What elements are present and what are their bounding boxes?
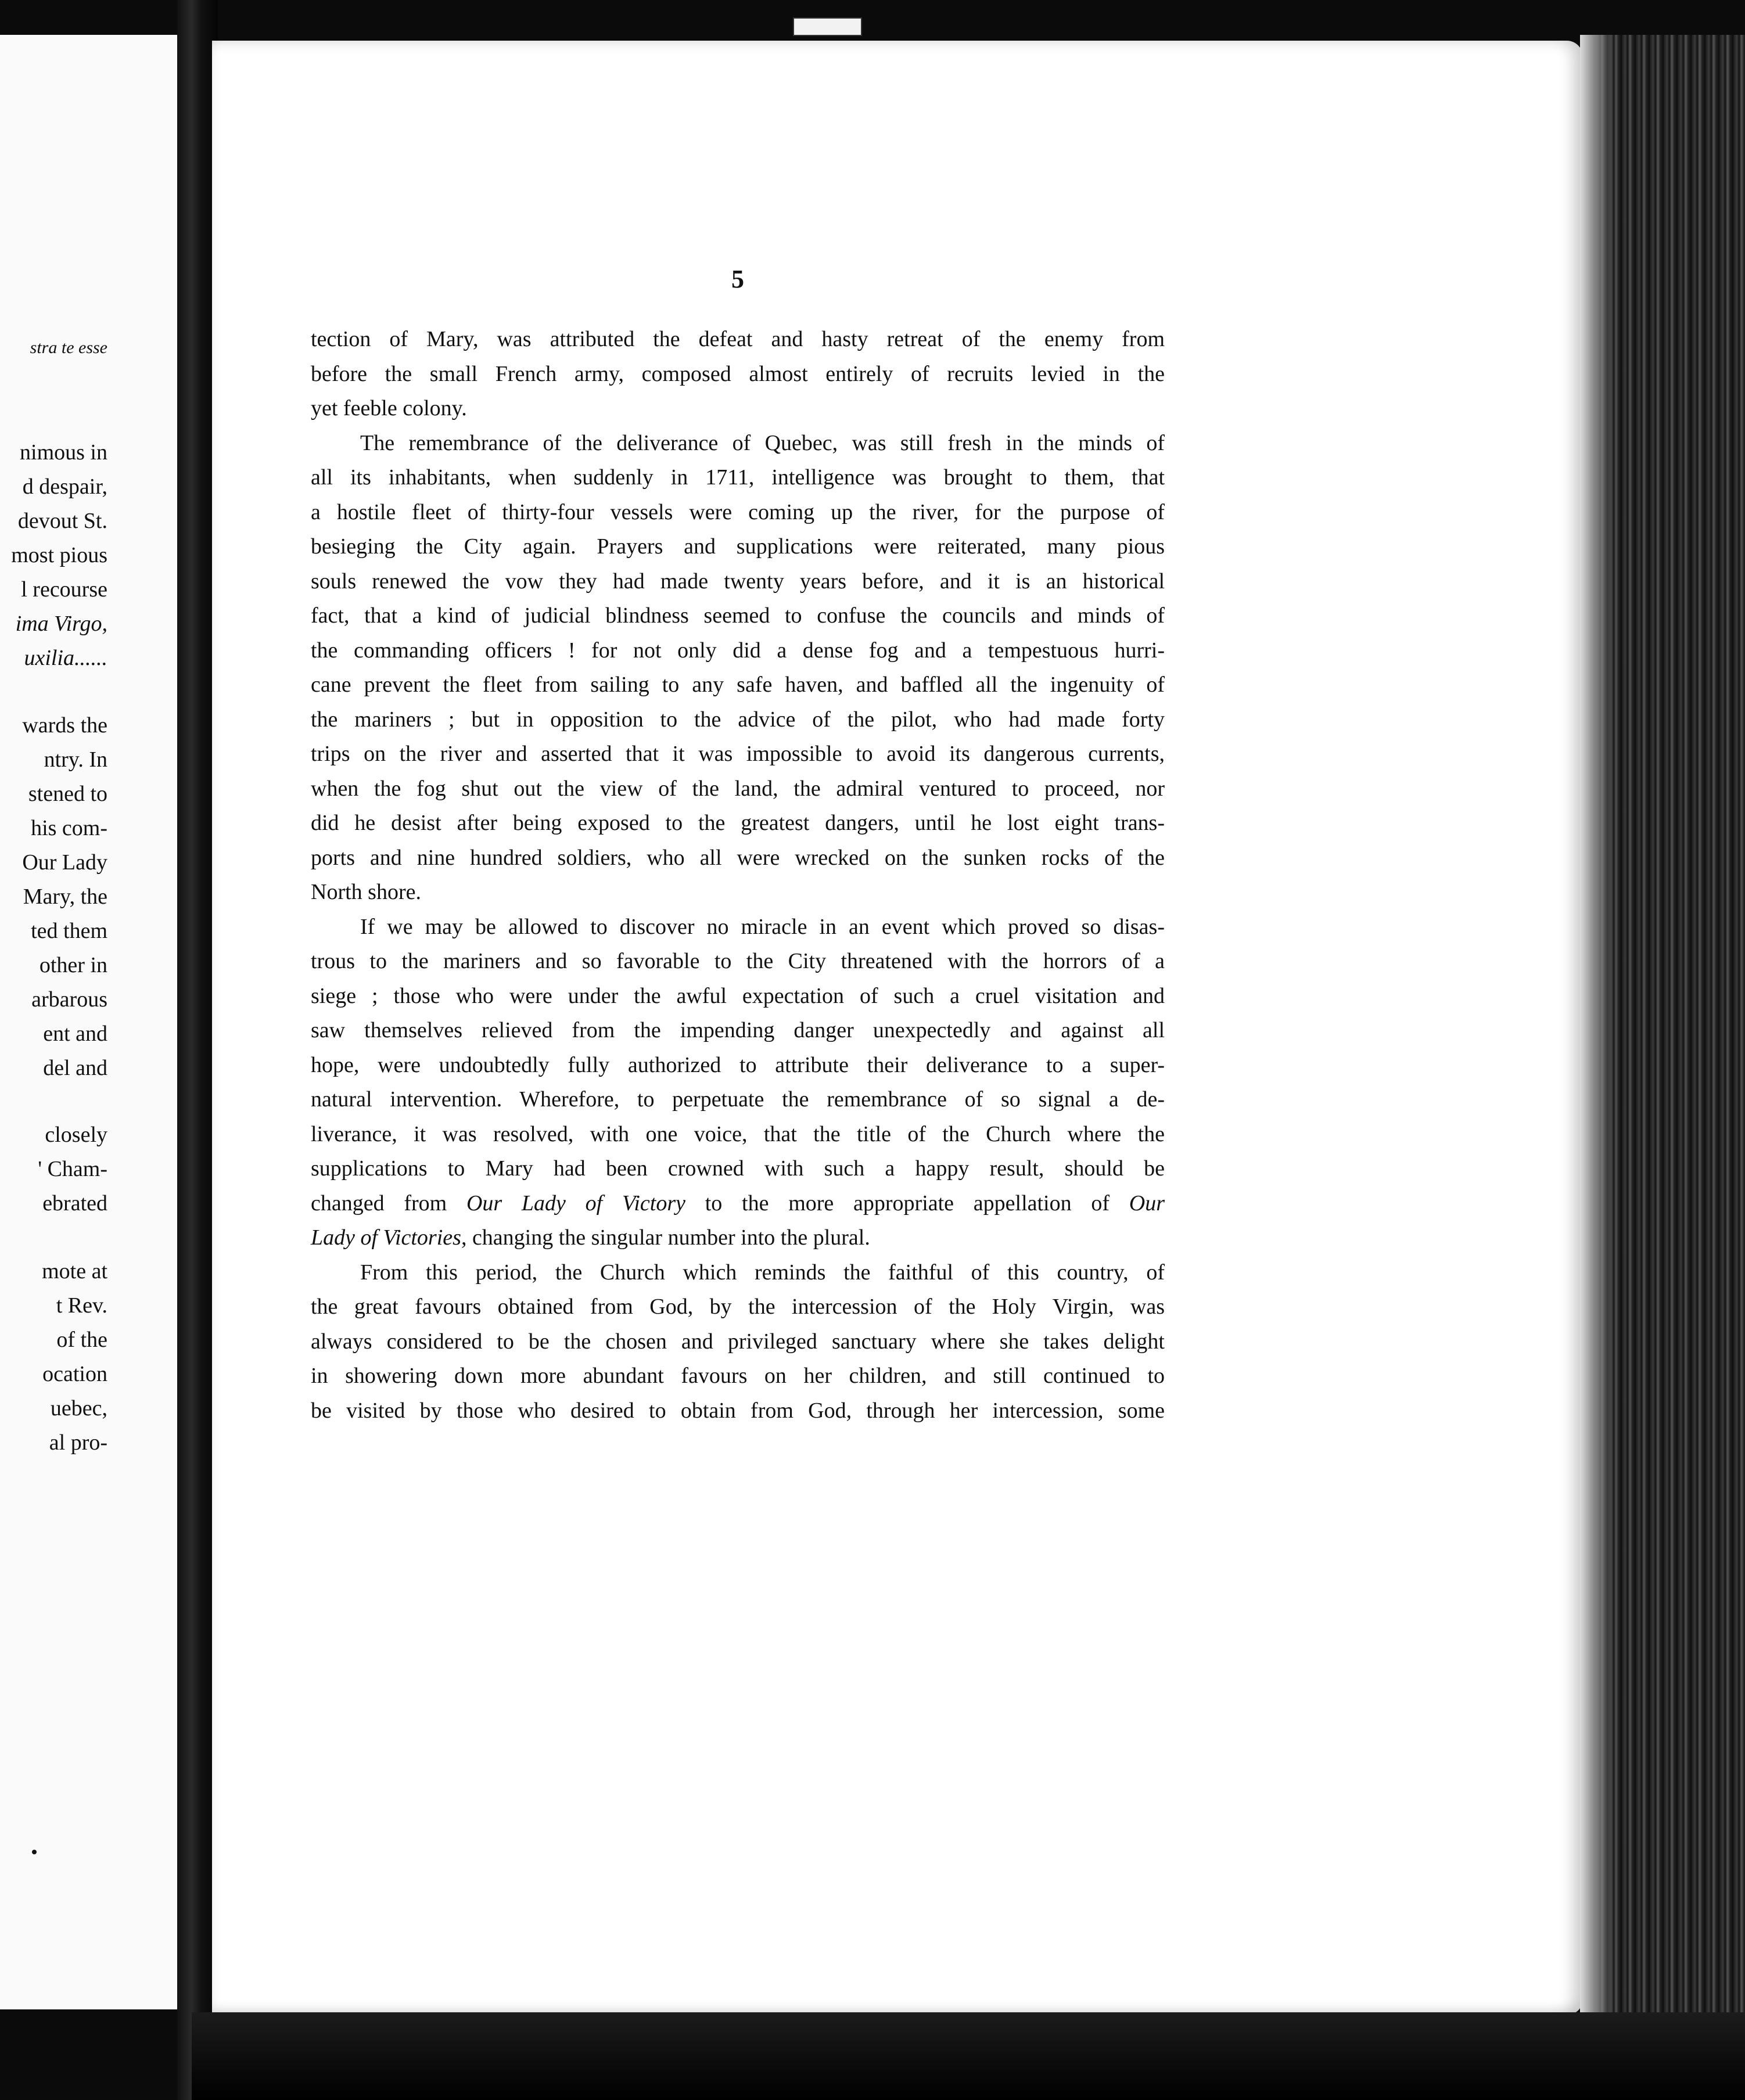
text-line: trous to the mariners and so favorable to the City threatened with the horrors of a	[311, 949, 1165, 973]
left-page-fragment: uxilia......	[24, 646, 107, 670]
text-run: changed from	[311, 1191, 466, 1216]
left-page-fragment: wards the	[22, 713, 107, 738]
left-page-fragment: arbarous	[31, 987, 107, 1012]
text-line: liverance, it was resolved, with one voice, that the title of the Church where the	[311, 1121, 1165, 1146]
left-page-fragment: l recourse	[21, 577, 107, 602]
text-line-with-italics	[311, 1186, 1165, 1221]
text-line: hope, were undoubtedly fully authorized to attribute their deliverance to a super-	[311, 1052, 1165, 1077]
text-line: saw themselves relieved from the impending danger unexpectedly and against all	[311, 1018, 1165, 1042]
text-line: cane prevent the fleet from sailing to any safe haven, and baffled all the ingenuity of	[311, 673, 1165, 697]
left-page-fragment: ebrated	[42, 1191, 107, 1216]
left-page-fragment: ' Cham-	[38, 1157, 107, 1181]
text-run: to the more appropriate appellation of	[685, 1191, 1129, 1216]
left-page-fragment: nimous in	[20, 440, 107, 465]
text-line: The remembrance of the deliverance of Quebec, was still fresh in the minds of	[360, 430, 1165, 455]
text-line: supplications to Mary had been crowned with such a happy result, should be	[311, 1156, 1165, 1181]
left-page-fragment: most pious	[11, 543, 107, 567]
left-page-fragment: t Rev.	[56, 1293, 107, 1318]
left-page-fragment: stened to	[28, 782, 107, 806]
text-line: when the fog shut out the view of the land, the admiral ventured to proceed, nor	[311, 776, 1165, 801]
left-page-fragment: ima Virgo,	[15, 612, 107, 636]
text-line: North shore.	[311, 880, 421, 904]
text-line: the great favours obtained from God, by the intercession of the Holy Virgin, was	[311, 1294, 1165, 1319]
text-line: the commanding officers ! for not only did a dense fog and a tempestuous hurri-	[311, 638, 1165, 663]
text-line: did he desist after being exposed to the greatest dangers, until he lost eight trans-	[311, 811, 1165, 835]
text-line: the mariners ; but in opposition to the advice of the pilot, who had made forty	[311, 707, 1165, 732]
left-page-fragment: stra te esse	[30, 338, 107, 357]
text-line: If we may be allowed to discover no miracle in an event which proved so disas-	[360, 914, 1165, 939]
italic-title-run: Lady of Victories	[311, 1225, 461, 1250]
text-line: always considered to be the chosen and privileged sanctuary where she takes delight	[311, 1329, 1165, 1354]
left-page-fragment: devout St.	[17, 509, 107, 533]
left-page-fragment: ntry. In	[44, 747, 107, 772]
left-page-fragment: mote at	[42, 1259, 107, 1283]
left-page-fragment: d despair,	[22, 474, 107, 499]
left-page-fragment: del and	[43, 1056, 107, 1080]
text-line: souls renewed the vow they had made twenty years before, and it is an historical	[311, 569, 1165, 594]
left-page-fragment: ocation	[42, 1362, 107, 1386]
left-page-fragment: ted them	[31, 919, 107, 943]
page-number: 5	[731, 265, 744, 293]
text-line: besieging the City again. Prayers and supplications were reiterated, many pious	[311, 534, 1165, 559]
left-page-fragment: other in	[39, 953, 107, 977]
text-line-with-italics	[311, 1221, 1165, 1256]
italic-title-run: Our	[1129, 1191, 1165, 1216]
page-edges	[1580, 35, 1745, 2056]
text-line: be visited by those who desired to obtain from God, through her intercession, some	[311, 1398, 1165, 1423]
text-line: in showering down more abundant favours on her children, and still continued to	[311, 1364, 1165, 1388]
italic-title-run: Our Lady of Victory	[466, 1191, 685, 1216]
binding-tab	[793, 17, 862, 36]
left-page-fragment: uebec,	[50, 1396, 107, 1421]
text-line: yet feeble colony.	[311, 396, 467, 420]
text-line: trips on the river and asserted that it was impossible to avoid its dangerous currents,	[311, 742, 1165, 766]
text-line: siege ; those who were under the awful expectation of such a cruel visitation and	[311, 983, 1165, 1008]
left-page-fragment: of the	[56, 1328, 107, 1352]
ink-speck	[32, 1850, 37, 1854]
left-page-fragment: Our Lady	[22, 850, 107, 875]
left-page-fragment: ent and	[43, 1022, 107, 1046]
text-line: a hostile fleet of thirty-four vessels were coming up the river, for the purpose of	[311, 499, 1165, 524]
left-page-fragment: al pro-	[49, 1430, 107, 1455]
left-page-fragment: Mary, the	[23, 884, 107, 909]
body-text	[311, 322, 1165, 1428]
left-page-fragment: his com-	[31, 816, 107, 840]
text-line: before the small French army, composed almost entirely of recruits levied in the	[311, 361, 1165, 386]
left-page-fragment: closely	[45, 1123, 107, 1147]
text-line: ports and nine hundred soldiers, who all were wrecked on the sunken rocks of the	[311, 845, 1165, 870]
text-line: fact, that a kind of judicial blindness seemed to confuse the councils and minds of	[311, 603, 1165, 628]
left-facing-page	[0, 35, 181, 2009]
text-line: all its inhabitants, when suddenly in 1711, intelligence was brought to them, that	[311, 465, 1165, 490]
text-line: From this period, the Church which reminds the faithful of this country, of	[360, 1260, 1165, 1285]
text-line: tection of Mary, was attributed the defeat and hasty retreat of the enemy from	[311, 327, 1165, 351]
text-line: natural intervention. Wherefore, to perpetuate the remembrance of so signal a de-	[311, 1087, 1165, 1112]
text-run: , changing the singular number into the plural.	[461, 1225, 870, 1250]
bottom-shadow	[192, 2012, 1745, 2100]
